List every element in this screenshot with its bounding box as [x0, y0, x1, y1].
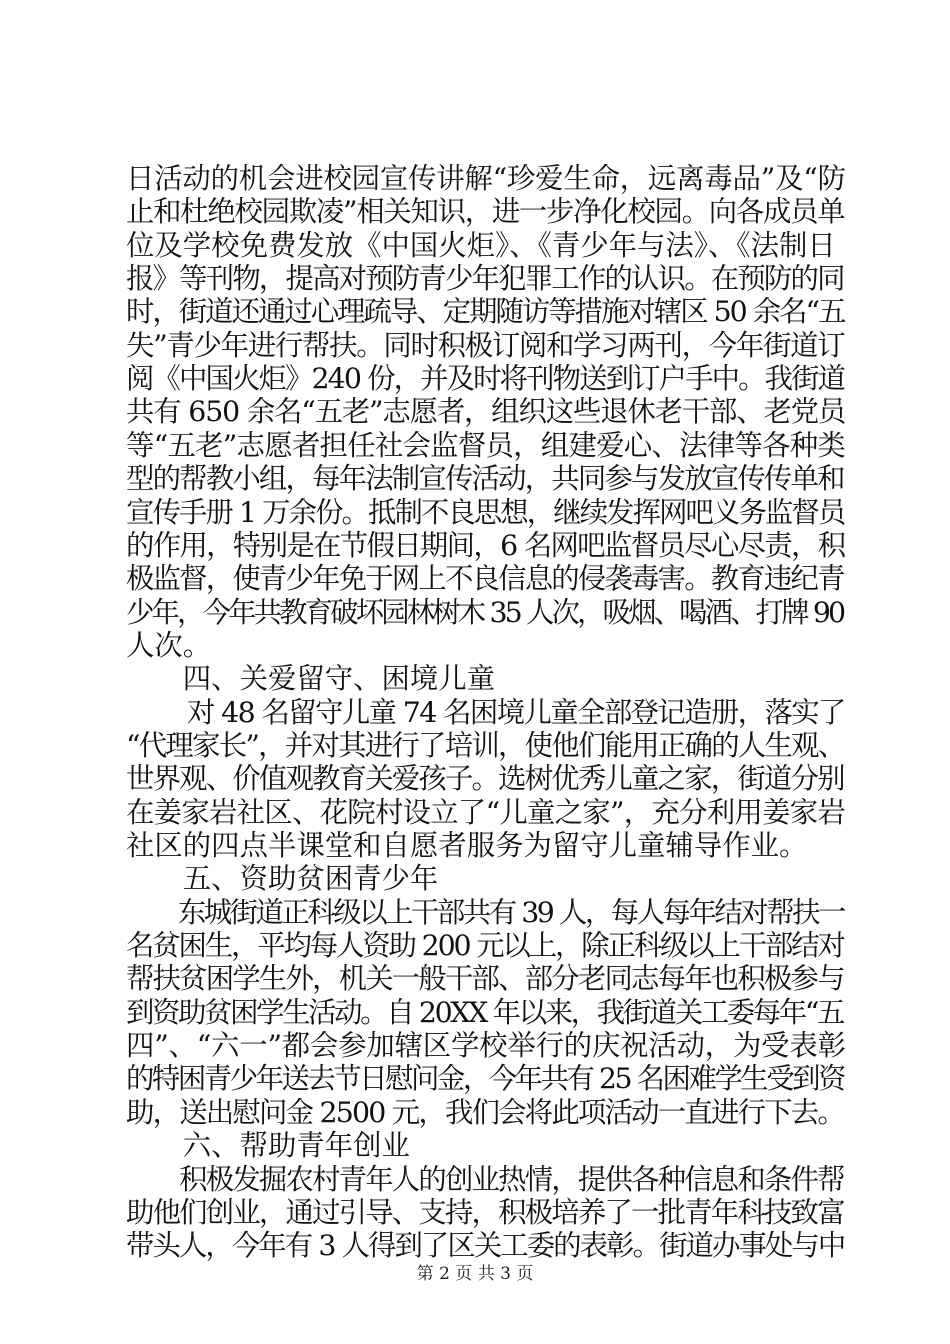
text-line: 极监督，使青少年免于网上不良信息的侵袭毒害。教育违纪青 [126, 562, 844, 596]
text-line: 帮扶贫困学生外，机关一般干部、部分老同志每年也积极参与 [126, 962, 844, 996]
text-line: 共有 650 余名“五老”志愿者，组织这些退休老干部、老党员 [126, 395, 846, 429]
text-line: 时，街道还通过心理疏导、定期随访等措施对辖区 50 余名“五 [126, 295, 845, 329]
text-line: 等“五老”志愿者担任社会监督员，组建爱心、法律等各种类 [126, 428, 846, 462]
text-line: 少年，今年共教育破坏园林树木 35 人次，吸烟、喝酒、打牌 90 [126, 595, 844, 629]
text-line: 位及学校免费发放《中国火炬》、《青少年与法》、《法制日 [126, 228, 836, 262]
text-line: 在姜家岩社区、花院村设立了“儿童之家”，充分利用姜家岩 [126, 795, 846, 829]
text-line: 社区的四点半课堂和自愿者服务为留守儿童辅导作业。 [126, 829, 808, 862]
text-line: 东城街道正科级以上干部共有 39 人，每人每年结对帮扶一 [126, 895, 844, 929]
text-line: 积极发掘农村青年人的创业热情，提供各种信息和条件帮 [126, 1162, 844, 1196]
page-footer: 第 2 页 共 3 页 [416, 1264, 534, 1284]
text-line: 对 48 名留守儿童 74 名困境儿童全部登记造册，落实了 [126, 695, 845, 729]
text-line: 阅《中国火炬》240 份，并及时将刊物送到订户手中。我街道 [126, 362, 845, 396]
text-line: 六、帮助青年创业 [126, 1129, 410, 1163]
text-line: 日活动的机会进校园宣传讲解“珍爱生命，远离毒品”及“防 [126, 162, 846, 195]
text-line: 到资助贫困学生活动。自 20XX 年以来，我街道关工委每年“五 [126, 995, 844, 1029]
text-line: 四、关爱留守、困境儿童 [126, 662, 496, 696]
text-line: 的作用，特别是在节假日期间，6 名网吧监督员尽心尽责，积 [126, 528, 845, 562]
text-line: “代理家长”，并对其进行了培训，使他们能用正确的人生观、 [126, 728, 845, 762]
text-line: 止和杜绝校园欺凌”相关知识，进一步净化校园。向各成员单 [126, 195, 845, 229]
text-line: 人次。 [126, 628, 212, 662]
text-line: 报》等刊物，提高对预防青少年犯罪工作的认识。在预防的同 [126, 262, 844, 296]
text-line: 型的帮教小组，每年法制宣传活动，共同参与发放宣传传单和 [126, 462, 844, 496]
text-line: 带头人，今年有 3 人得到了区关工委的表彰。街道办事处与中 [126, 1229, 845, 1263]
text-line: 宣传手册 1 万余份。抵制不良思想，继续发挥网吧义务监督员 [126, 495, 845, 529]
text-line: 失”青少年进行帮扶。同时积极订阅和学习两刊，今年街道订 [126, 328, 845, 362]
text-line: 的特困青少年送去节日慰问金，今年共有 25 名困难学生受到资 [126, 1062, 844, 1096]
text-line: 四”、“六一”都会参加辖区学校举行的庆祝活动，为受表彰 [126, 1029, 846, 1063]
text-line: 助他们创业，通过引导、支持，积极培养了一批青年科技致富 [126, 1195, 844, 1229]
text-line: 助，送出慰问金 2500 元，我们会将此项活动一直进行下去。 [126, 1095, 844, 1129]
text-line: 名贫困生，平均每人资助 200 元以上，除正科级以上干部结对 [126, 929, 844, 963]
text-line: 世界观、价值观教育关爱孩子。选树优秀儿童之家，街道分别 [126, 762, 844, 796]
text-line: 五、资助贫困青少年 [126, 862, 439, 896]
